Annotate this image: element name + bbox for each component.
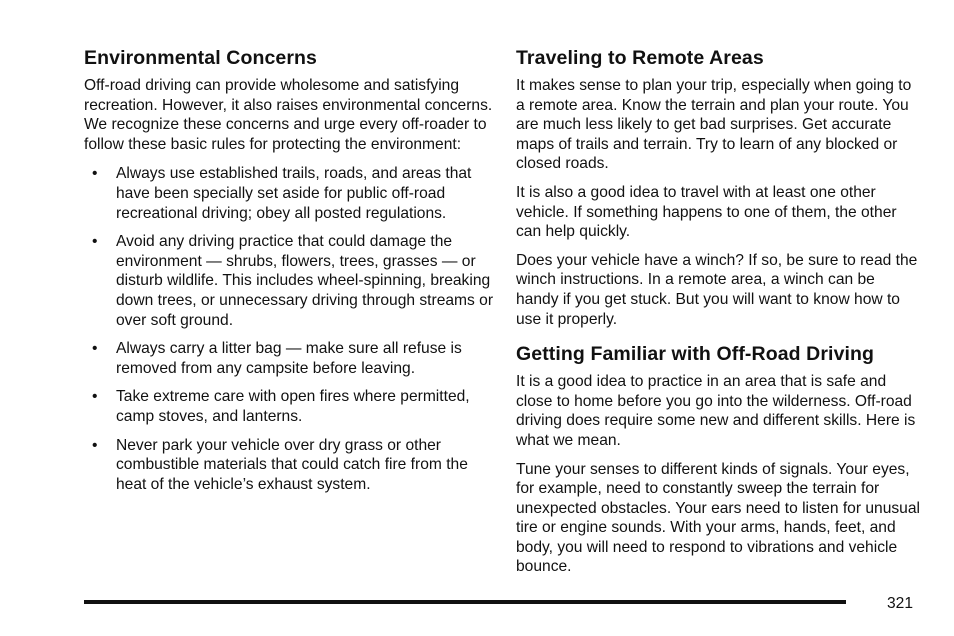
bullet-icon: • <box>92 340 98 358</box>
paragraph: Tune your senses to different kinds of signals. Your eyes, for example, need to constantly sweep the terrain for unexpected obstacles. Your ears need to listen for unusual tire or engine sounds. With your arms, hands, feet, and body, you will need to respond to vibrations and vehicle bounce. <box>516 460 920 576</box>
section-heading-remote-areas: Traveling to Remote Areas <box>516 47 764 69</box>
list-item <box>84 232 494 330</box>
list-item-text: Never park your vehicle over dry grass or other combustible materials that could catch fire from the heat of the vehicle’s exhaust system. <box>116 436 468 493</box>
list-item <box>84 436 494 495</box>
list-item-text: Take extreme care with open fires where permitted, camp stoves, and lanterns. <box>116 388 470 425</box>
bullet-icon: • <box>92 388 98 406</box>
paragraph: It is a good idea to practice in an area that is safe and close to home before you go into the wilderness. Off-road driving does require some new and different skills. Here is what we mean. <box>516 373 916 449</box>
list-item-text: Avoid any driving practice that could damage the environment — shrubs, flowers, trees, grasses — or disturb wildlife. This includes wheel-spinning, breaking down trees, or unnecessary driving through streams or over soft ground. <box>116 233 494 329</box>
page-number: 321 <box>887 595 914 612</box>
rules-list <box>84 164 494 494</box>
bullet-icon: • <box>92 233 98 251</box>
list-item <box>84 339 494 378</box>
paragraph: It makes sense to plan your trip, especially when going to a remote area. Know the terrain and plan your route. You are much less likely to get bad surprises. Get accurate maps of trails and terrain. Try to learn of any blocked or closed roads. <box>516 77 912 173</box>
left-column <box>84 46 494 503</box>
list-item <box>84 164 494 223</box>
footer-rule <box>84 600 846 604</box>
bullet-icon: • <box>92 165 98 183</box>
list-item-text: Always carry a litter bag — make sure all refuse is removed from any campsite before leaving. <box>116 340 462 377</box>
right-column <box>516 46 921 586</box>
bullet-icon: • <box>92 436 98 454</box>
section-heading-off-road-familiar: Getting Familiar with Off-Road Driving <box>516 343 875 366</box>
paragraph: It is also a good idea to travel with at least one other vehicle. If something happens to one of them, the other can help quickly. <box>516 183 897 241</box>
intro-paragraph: Off-road driving can provide wholesome and satisfying recreation. However, it also raises environmental concerns. We recognize these concerns and urge every off-roader to follow these basic rules for protecting the environment: <box>84 77 493 153</box>
section-heading-environmental-concerns: Environmental Concerns <box>84 47 318 69</box>
paragraph: Does your vehicle have a winch? If so, be sure to read the winch instructions. In a remote area, a winch can be handy if you get stuck. But you will want to know how to use it properly. <box>516 251 918 328</box>
list-item-text: Always use established trails, roads, and areas that have been specially set aside for public off-road recreational driving; obey all posted regulations. <box>116 165 472 222</box>
list-item <box>84 387 494 426</box>
